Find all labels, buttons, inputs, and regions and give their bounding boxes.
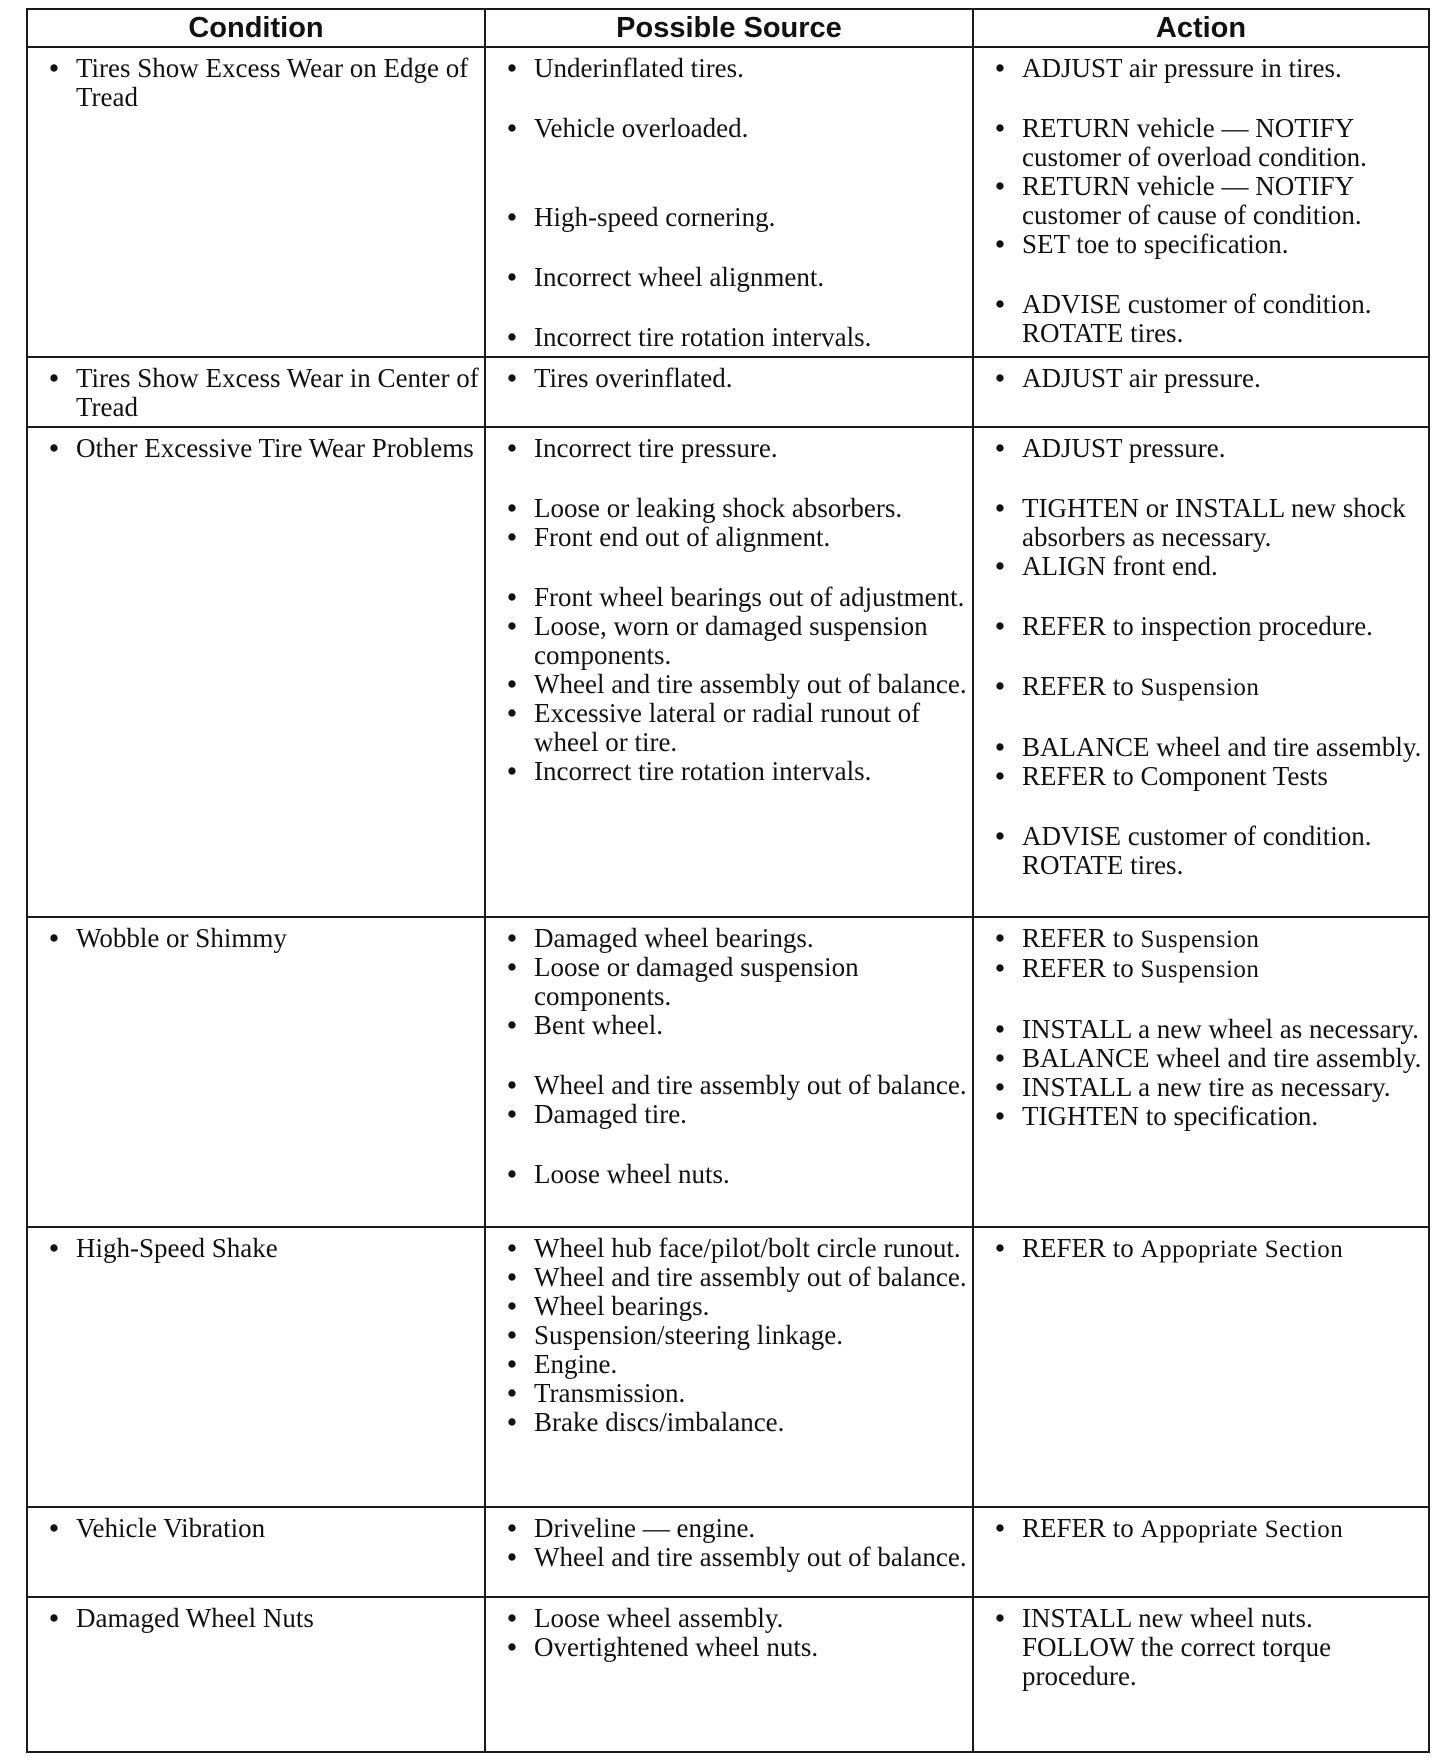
condition-text: Wobble or Shimmy — [76, 923, 287, 953]
action-text: REFER to Component Tests — [1022, 761, 1328, 791]
source-text: Transmission. — [534, 1378, 686, 1408]
bullet-icon: • — [507, 1513, 517, 1543]
bullet-icon: • — [995, 171, 1005, 201]
source-text: Engine. — [534, 1349, 618, 1379]
bullet-icon: • — [507, 1233, 517, 1263]
action-cell — [973, 1597, 1429, 1752]
action-text — [1022, 1514, 1424, 1544]
source-text: Wheel and tire assembly out of balance. — [534, 1542, 967, 1572]
source-cell — [485, 427, 973, 917]
source-text: Overtightened wheel nuts. — [534, 1632, 819, 1662]
bullet-icon: • — [995, 1072, 1005, 1102]
action-text: REFER to inspection procedure. — [1022, 611, 1373, 641]
bullet-icon: • — [507, 1407, 517, 1437]
bullet-icon: • — [995, 1603, 1005, 1633]
action-reference: Suspension — [1140, 926, 1260, 953]
source-text: Wheel and tire assembly out of balance. — [534, 669, 967, 699]
bullet-icon: • — [507, 1159, 517, 1189]
condition-text: Other Excessive Tire Wear Problems — [76, 433, 474, 463]
source-text: Incorrect tire rotation intervals. — [534, 756, 872, 786]
source-cell — [485, 357, 973, 427]
condition-text: Vehicle Vibration — [76, 1513, 266, 1543]
source-text: Incorrect wheel alignment. — [534, 262, 825, 292]
bullet-icon: • — [995, 732, 1005, 762]
source-text: Wheel and tire assembly out of balance. — [534, 1262, 967, 1292]
action-text — [1022, 924, 1424, 954]
bullet-icon: • — [995, 229, 1005, 259]
bullet-icon: • — [995, 493, 1005, 523]
bullet-icon: • — [49, 433, 59, 463]
bullet-icon: • — [507, 322, 517, 352]
table-row — [27, 427, 1429, 917]
action-reference: Appopriate Section — [1140, 1236, 1344, 1263]
condition-text: Tires Show Excess Wear in Center of Tread — [76, 363, 479, 422]
source-text: Loose, worn or damaged suspension components. — [534, 611, 928, 670]
bullet-icon: • — [507, 611, 517, 641]
bullet-icon: • — [995, 611, 1005, 641]
bullet-icon: • — [507, 1291, 517, 1321]
action-text — [1022, 954, 1424, 984]
source-text: Wheel and tire assembly out of balance. — [534, 1070, 967, 1100]
source-cell — [485, 47, 973, 357]
action-cell — [973, 917, 1429, 1227]
source-text: Loose wheel nuts. — [534, 1159, 730, 1189]
source-cell — [485, 1227, 973, 1507]
bullet-icon: • — [995, 1233, 1005, 1263]
action-cell — [973, 1507, 1429, 1597]
diagnosis-table — [26, 8, 1430, 1753]
bullet-icon: • — [507, 582, 517, 612]
bullet-icon: • — [507, 1320, 517, 1350]
bullet-icon: • — [49, 53, 59, 83]
source-text: Excessive lateral or radial runout of wheel or tire. — [534, 698, 921, 757]
action-verb: REFER to — [1022, 671, 1134, 701]
condition-cell — [27, 47, 485, 357]
bullet-icon: • — [507, 1378, 517, 1408]
action-text: ALIGN front end. — [1022, 551, 1218, 581]
condition-cell — [27, 1597, 485, 1752]
bullet-icon: • — [507, 202, 517, 232]
action-text: ADJUST air pressure. — [1022, 363, 1261, 393]
bullet-icon: • — [49, 923, 59, 953]
source-text: Underinflated tires. — [534, 53, 744, 83]
condition-cell — [27, 917, 485, 1227]
condition-cell — [27, 427, 485, 917]
possible-source-header: Possible Source — [485, 9, 973, 47]
condition-cell — [27, 1507, 485, 1597]
bullet-icon: • — [995, 433, 1005, 463]
bullet-icon: • — [507, 1349, 517, 1379]
bullet-icon: • — [995, 1513, 1005, 1543]
source-cell — [485, 1597, 973, 1752]
action-header: Action — [973, 9, 1429, 47]
bullet-icon: • — [507, 493, 517, 523]
action-text: ADVISE customer of condition. ROTATE tires. — [1022, 821, 1372, 880]
bullet-icon: • — [507, 669, 517, 699]
source-text: Damaged wheel bearings. — [534, 923, 814, 953]
bullet-icon: • — [49, 1233, 59, 1263]
source-text: Incorrect tire pressure. — [534, 433, 778, 463]
bullet-icon: • — [995, 289, 1005, 319]
bullet-icon: • — [995, 551, 1005, 581]
diagnosis-table-page — [26, 8, 1428, 1753]
condition-cell — [27, 357, 485, 427]
source-text: Suspension/steering linkage. — [534, 1320, 843, 1350]
source-text: Loose or leaking shock absorbers. — [534, 493, 903, 523]
bullet-icon: • — [995, 821, 1005, 851]
source-text: Bent wheel. — [534, 1010, 663, 1040]
action-text: BALANCE wheel and tire assembly. — [1022, 1043, 1422, 1073]
action-cell — [973, 47, 1429, 357]
source-text: Damaged tire. — [534, 1099, 687, 1129]
source-text: Loose or damaged suspension components. — [534, 952, 859, 1011]
action-text: INSTALL a new wheel as necessary. — [1022, 1014, 1419, 1044]
action-text: RETURN vehicle — NOTIFY customer of overload condition. — [1022, 113, 1367, 172]
action-text: SET toe to specification. — [1022, 229, 1289, 259]
bullet-icon: • — [507, 262, 517, 292]
bullet-icon: • — [507, 53, 517, 83]
table-row — [27, 1507, 1429, 1597]
bullet-icon: • — [507, 1262, 517, 1292]
bullet-icon: • — [507, 1099, 517, 1129]
bullet-icon: • — [49, 1513, 59, 1543]
action-reference: Suspension — [1140, 674, 1260, 701]
bullet-icon: • — [507, 923, 517, 953]
source-text: Incorrect tire rotation intervals. — [534, 322, 872, 352]
source-text: Front end out of alignment. — [534, 522, 831, 552]
action-text — [1022, 672, 1424, 702]
bullet-icon: • — [995, 53, 1005, 83]
table-row — [27, 357, 1429, 427]
bullet-icon: • — [507, 952, 517, 982]
action-text: BALANCE wheel and tire assembly. — [1022, 732, 1422, 762]
bullet-icon: • — [507, 1010, 517, 1040]
condition-text: Tires Show Excess Wear on Edge of Tread — [76, 53, 469, 112]
bullet-icon: • — [995, 1043, 1005, 1073]
action-text: TIGHTEN or INSTALL new shock absorbers as necessary. — [1022, 493, 1406, 552]
bullet-icon: • — [507, 522, 517, 552]
bullet-icon: • — [995, 363, 1005, 393]
source-text: Vehicle overloaded. — [534, 113, 749, 143]
action-text: ADJUST air pressure in tires. — [1022, 53, 1342, 83]
action-text: ADVISE customer of condition. ROTATE tires. — [1022, 289, 1372, 348]
table-row — [27, 47, 1429, 357]
source-text: Brake discs/imbalance. — [534, 1407, 785, 1437]
bullet-icon: • — [49, 1603, 59, 1633]
action-text: RETURN vehicle — NOTIFY customer of cause of condition. — [1022, 171, 1362, 230]
action-verb: REFER to — [1022, 923, 1134, 953]
bullet-icon: • — [995, 953, 1005, 983]
bullet-icon: • — [507, 113, 517, 143]
bullet-icon: • — [995, 923, 1005, 953]
header-row — [27, 9, 1429, 47]
source-text: Driveline — engine. — [534, 1513, 756, 1543]
bullet-icon: • — [507, 1632, 517, 1662]
action-text: TIGHTEN to specification. — [1022, 1101, 1319, 1131]
condition-cell — [27, 1227, 485, 1507]
bullet-icon: • — [507, 1542, 517, 1572]
source-text: High-speed cornering. — [534, 202, 776, 232]
source-text: Wheel bearings. — [534, 1291, 710, 1321]
action-reference: Suspension — [1140, 956, 1260, 983]
source-text: Front wheel bearings out of adjustment. — [534, 582, 965, 612]
bullet-icon: • — [49, 363, 59, 393]
action-text: ADJUST pressure. — [1022, 433, 1226, 463]
action-text — [1022, 1234, 1424, 1264]
action-text: INSTALL new wheel nuts. FOLLOW the correct torque procedure. — [1022, 1603, 1332, 1691]
action-verb: REFER to — [1022, 1513, 1134, 1543]
condition-text: High-Speed Shake — [76, 1233, 278, 1263]
source-cell — [485, 1507, 973, 1597]
source-text: Wheel hub face/pilot/bolt circle runout. — [534, 1233, 961, 1263]
action-verb: REFER to — [1022, 1233, 1134, 1263]
bullet-icon: • — [507, 1603, 517, 1633]
bullet-icon: • — [507, 698, 517, 728]
bullet-icon: • — [507, 433, 517, 463]
action-text: INSTALL a new tire as necessary. — [1022, 1072, 1391, 1102]
action-reference: Appopriate Section — [1140, 1516, 1344, 1543]
bullet-icon: • — [995, 1014, 1005, 1044]
source-text: Loose wheel assembly. — [534, 1603, 784, 1633]
bullet-icon: • — [995, 761, 1005, 791]
bullet-icon: • — [995, 671, 1005, 701]
bullet-icon: • — [507, 756, 517, 786]
source-text: Tires overinflated. — [534, 363, 733, 393]
action-cell — [973, 427, 1429, 917]
table-row — [27, 917, 1429, 1227]
bullet-icon: • — [507, 1070, 517, 1100]
condition-text: Damaged Wheel Nuts — [76, 1603, 314, 1633]
action-cell — [973, 357, 1429, 427]
action-verb: REFER to — [1022, 953, 1134, 983]
bullet-icon: • — [995, 1101, 1005, 1131]
table-row — [27, 1597, 1429, 1752]
condition-header: Condition — [27, 9, 485, 47]
bullet-icon: • — [995, 113, 1005, 143]
table-row — [27, 1227, 1429, 1507]
source-cell — [485, 917, 973, 1227]
action-cell — [973, 1227, 1429, 1507]
bullet-icon: • — [507, 363, 517, 393]
